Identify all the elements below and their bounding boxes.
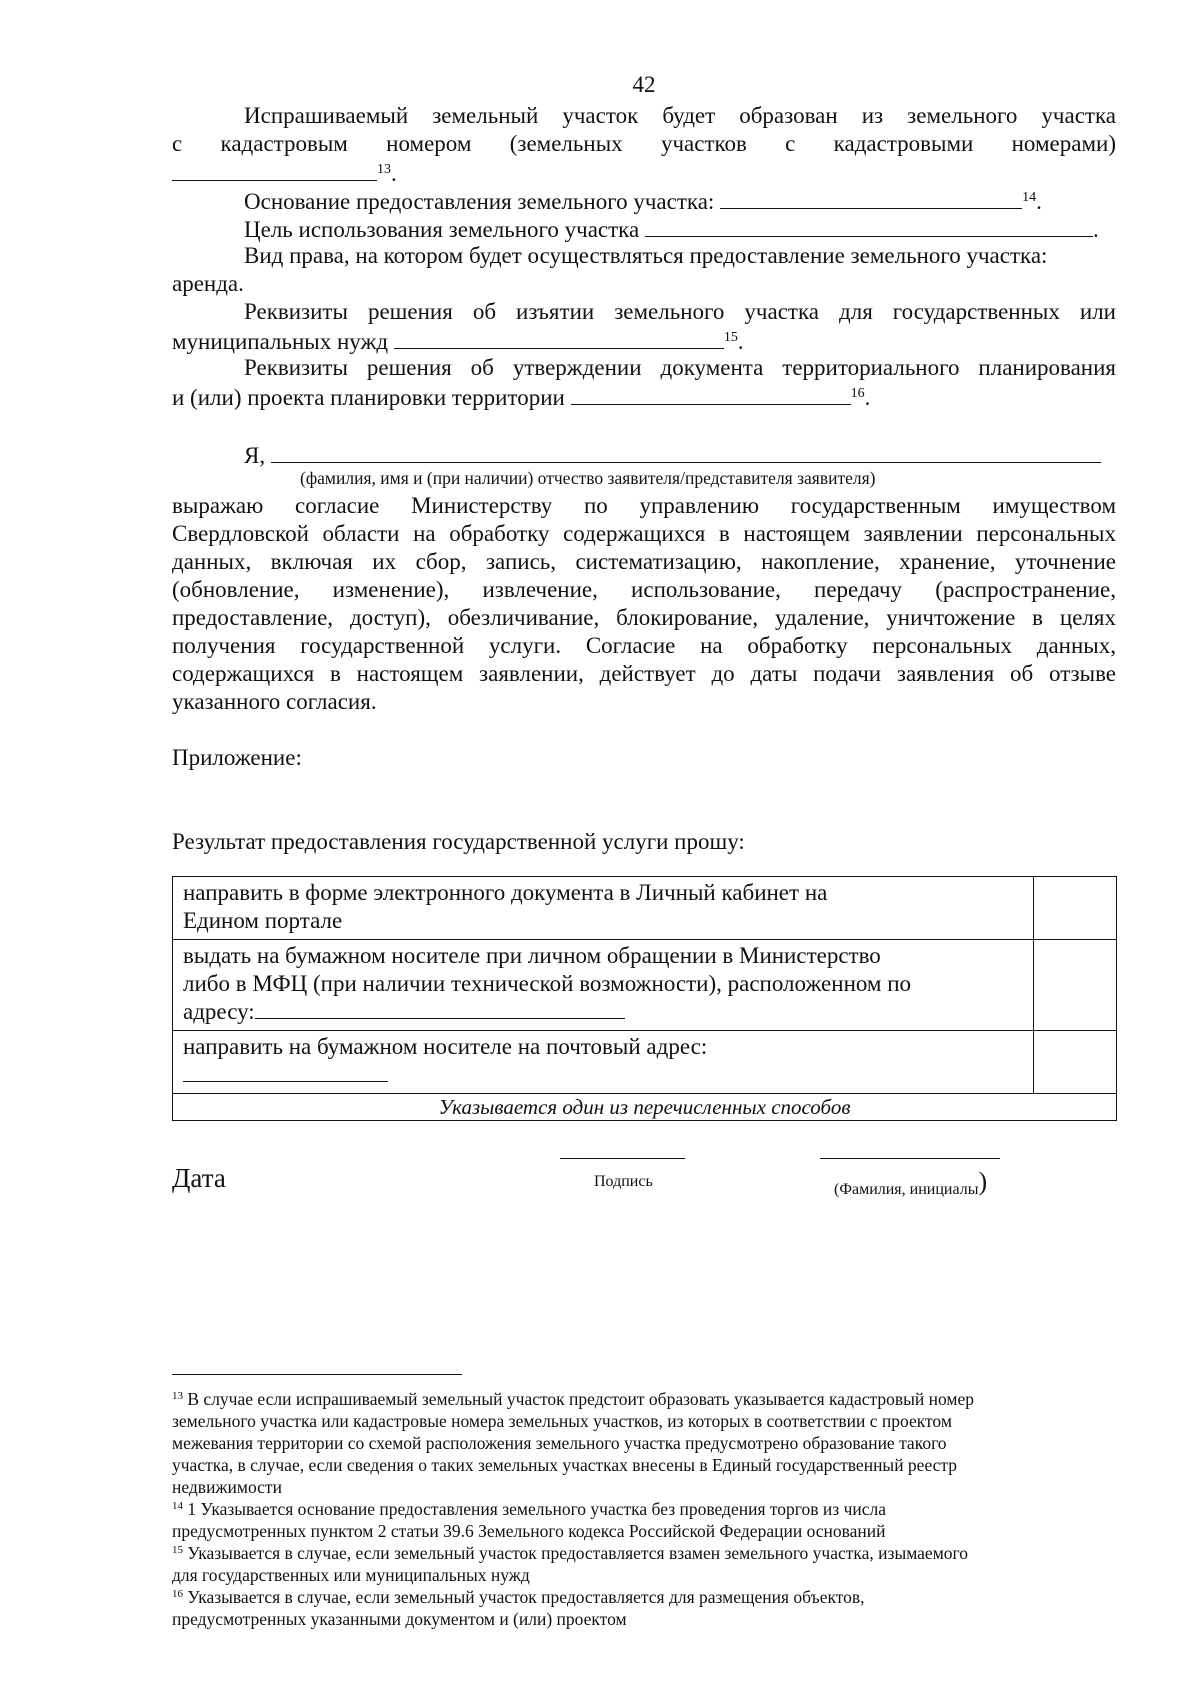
para-seizure-line2: муниципальных нужд $^{15}$. — [172, 326, 1116, 356]
cadastral-number-blank — [172, 158, 377, 181]
method-electronic-checkbox[interactable] — [1034, 877, 1117, 940]
para-purpose: Цель использования земельного участка . — [172, 214, 1116, 244]
footnote-ref-15: 15 — [723, 330, 738, 345]
signature-label: Подпись — [594, 1173, 653, 1190]
result-label: Результат предоставления государственной услуги прошу: — [172, 829, 745, 854]
table-row — [173, 1094, 1117, 1121]
method-electronic-cell: направить в форме электронного документа в Личный кабинет на Едином портале — [173, 877, 1034, 940]
footnote-ref-13: 13 — [377, 162, 391, 177]
method-in-person-cell: выдать на бумажном носителе при личном обращении в Министерство либо в МФЦ (при наличии технической возможности), расположенном по адресу: — [173, 940, 1034, 1031]
footnote-13-line1: $^{13}$ В случае если испрашиваемый земельный участок предстоит образовать указывается кадастровый номер — [172, 1389, 974, 1409]
footnote-16-line2: предусмотренных указанными документом и (или) проектом — [172, 1609, 627, 1629]
table-row — [173, 877, 1117, 940]
footnote-13-line5: недвижимости — [172, 1477, 282, 1497]
result-method-table — [172, 876, 1117, 1121]
footnote-13-line3: межевания территории со схемой расположения земельного участка предусмотрено образование такого — [172, 1433, 947, 1453]
footnote-13-line4: участка, в случае, если сведения о таких земельных участках внесены в Единый государственный реестр — [172, 1455, 958, 1475]
footnote-ref-16: 16 — [850, 386, 865, 401]
consent-line-2: Свердловской области на обработку содержащихся в настоящем заявлении персональных — [172, 521, 1116, 546]
footnote-15-line1: $^{15}$ Указывается в случае, если земельный участок предоставляется взамен земельного участка, изымаемого — [172, 1543, 969, 1563]
footnote-ref-14: 14 — [1022, 190, 1037, 205]
method-postal-cell: направить на бумажном носителе на почтовый адрес: — [173, 1031, 1034, 1094]
basis-blank — [720, 186, 1022, 209]
consent-line-1: выражаю согласие Министерству по управлению государственным имуществом — [172, 493, 1116, 518]
para-planning-line2: и (или) проекта планировки территории $^{16}$. — [172, 382, 1116, 412]
seizure-blank — [394, 326, 724, 349]
para-right-type-line2: аренда. — [172, 271, 244, 296]
method-in-person-checkbox[interactable] — [1034, 940, 1117, 1031]
name-label: (Фамилия, инициалы) — [834, 1167, 988, 1198]
table-row — [173, 1031, 1117, 1094]
para-right-type-line1: Вид права, на котором будет осуществляться предоставление земельного участка: — [244, 243, 1048, 268]
consent-line-5: предоставление, доступ), обезличивание, блокирование, удаление, уничтожение в целях — [172, 605, 1116, 630]
footnote-14-line1: $^{14}$ 1 Указывается основание предоставления земельного участка без проведения торгов из числа — [172, 1499, 887, 1519]
consent-line-7: содержащихся в настоящем заявлении, действует до даты подачи заявления об отзыве — [172, 661, 1116, 686]
method-postal-checkbox[interactable] — [1034, 1031, 1117, 1094]
planning-blank — [571, 382, 851, 405]
purpose-blank — [645, 214, 1093, 237]
address-blank — [255, 998, 625, 1019]
consent-line-3: данных, включая их сбор, запись, систематизацию, накопление, хранение, уточнение — [172, 549, 1116, 574]
name-blank — [820, 1158, 1000, 1159]
para-land-formation-line2: с кадастровым номером (земельных участков с кадастровыми номерами) — [172, 131, 1116, 156]
consent-applicant-line: Я, — [172, 440, 1116, 470]
footnote-15-line2: для государственных или муниципальных нужд — [172, 1565, 530, 1585]
applicant-name-blank — [271, 440, 1101, 463]
method-note: Указывается один из перечисленных способов — [173, 1094, 1117, 1121]
table-row — [173, 940, 1117, 1031]
consent-line-8: указанного согласия. — [172, 689, 377, 714]
consent-line-6: получения государственной услуги. Согласие на обработку персональных данных, — [172, 633, 1116, 658]
para-land-formation-line1: Испрашиваемый земельный участок будет образован из земельного участка — [244, 103, 1116, 128]
footnote-13-line2: земельного участка или кадастровые номера земельных участков, из которых в соответствии с проектом — [172, 1411, 952, 1431]
consent-line-4: (обновление, изменение), извлечение, использование, передачу (распространение, — [172, 577, 1116, 602]
footnote-16-line1: $^{16}$ Указывается в случае, если земельный участок предоставляется для размещения объектов, — [172, 1587, 865, 1607]
footnote-separator — [172, 1374, 462, 1375]
para-basis: Основание предоставления земельного участка: $^{14}$. — [172, 186, 1116, 216]
para-planning-line1: Реквизиты решения об утверждении документа территориального планирования — [244, 355, 1116, 380]
para-seizure-line1: Реквизиты решения об изъятии земельного участка для государственных или — [244, 299, 1116, 324]
signature-blank — [560, 1158, 685, 1159]
footnote-14-line2: предусмотренных пунктом 2 статьи 39.6 Земельного кодекса Российской Федерации оснований — [172, 1521, 886, 1541]
applicant-name-caption: (фамилия, имя и (при наличии) отчество заявителя/представителя заявителя) — [300, 468, 876, 488]
date-label: Дата — [172, 1163, 226, 1193]
page-number: 42 — [632, 72, 656, 97]
attachment-label: Приложение: — [172, 745, 302, 770]
para-land-formation-line3: $^{13}$. — [172, 158, 1116, 188]
postal-address-blank — [183, 1061, 388, 1082]
